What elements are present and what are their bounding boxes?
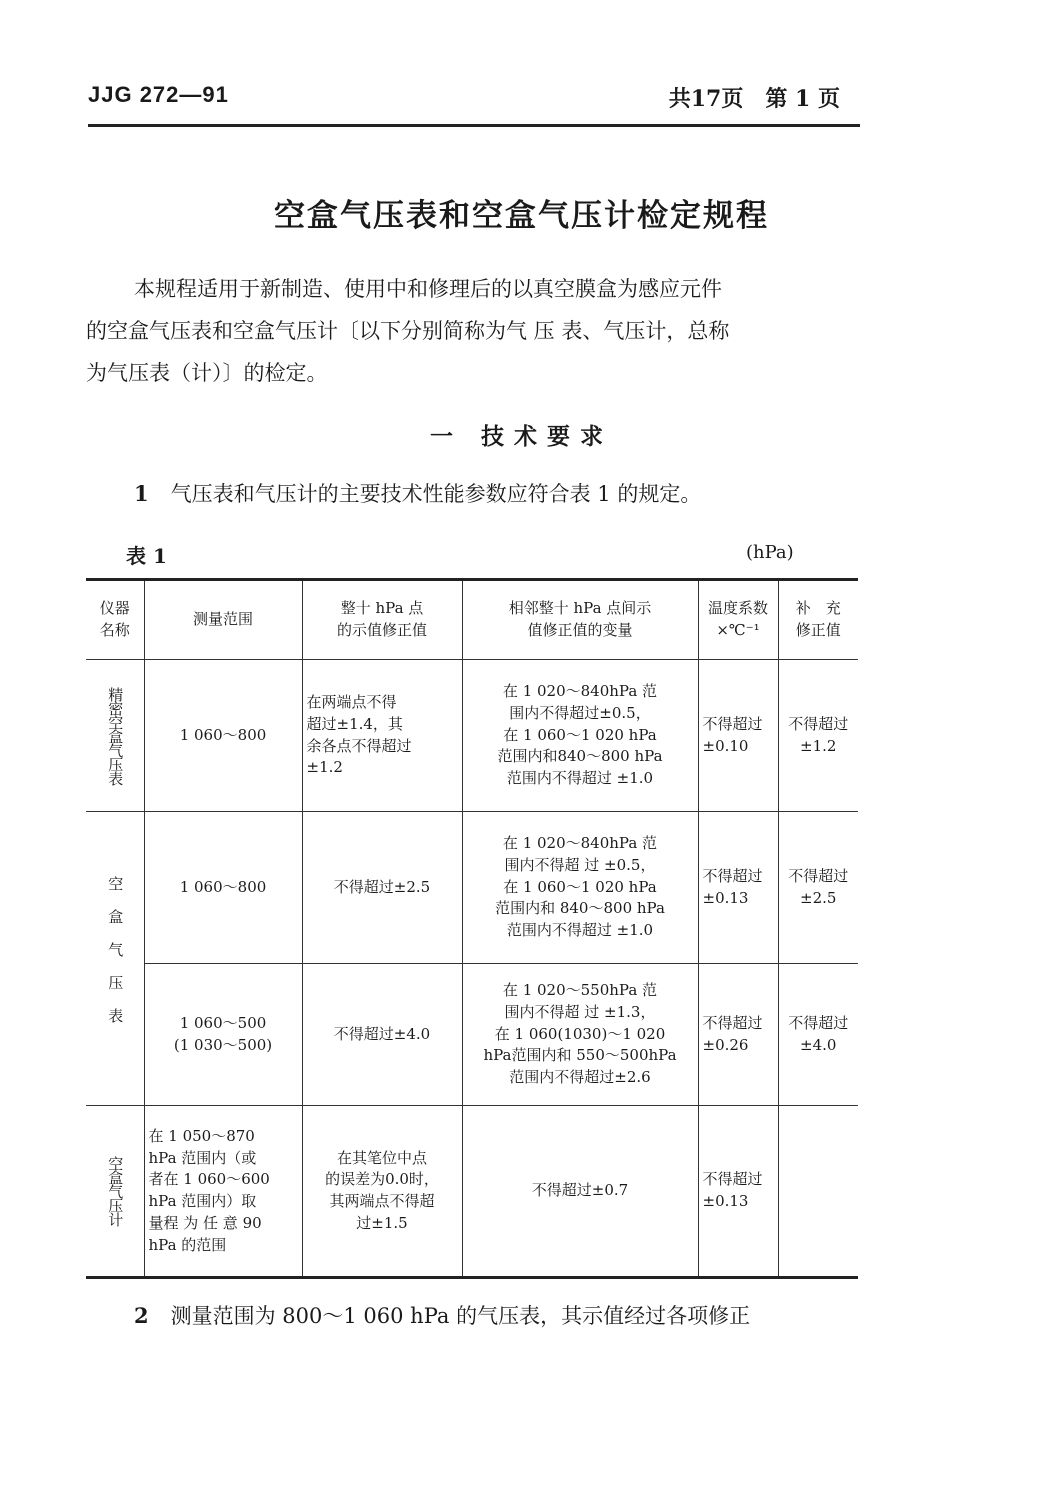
col-header-supplement: 补 充 修正值 bbox=[778, 580, 858, 660]
total-pages: 共17页 bbox=[668, 86, 744, 112]
tenpoint-cell: 不得超过±2.5 bbox=[302, 812, 462, 964]
col-header-range: 测量范围 bbox=[144, 580, 302, 660]
clause-number: 2 bbox=[134, 1303, 149, 1328]
tempcoef-cell: 不得超过 ±0.13 bbox=[698, 1106, 778, 1278]
range-cell: 1 060～500 (1 030～500) bbox=[144, 964, 302, 1106]
range-cell: 1 060～800 bbox=[144, 660, 302, 812]
col-header-variation: 相邻整十 hPa 点间示 值修正值的变量 bbox=[462, 580, 698, 660]
clause-text: 气压表和气压计的主要技术性能参数应符合表 1 的规定。 bbox=[170, 482, 702, 506]
header-rule bbox=[88, 124, 860, 127]
clause-text: 测量范围为 800～1 060 hPa 的气压表，其示值经过各项修正 bbox=[170, 1304, 751, 1328]
intro-line: 为气压表（计）〕的检定。 bbox=[86, 361, 328, 385]
clause-1 bbox=[134, 478, 701, 508]
table-row bbox=[86, 812, 858, 964]
table-header-row bbox=[86, 580, 858, 660]
instrument-name-cell bbox=[86, 812, 144, 1106]
range-cell: 在 1 050～870 hPa 范围内（或 者在 1 060～600 hPa 范围内）取 量程 为 任 意 90 hPa 的范围 bbox=[144, 1106, 302, 1278]
variation-cell: 在 1 020～550hPa 范 围内不得超 过 ±1.3， 在 1 060(1030)～1 020 hPa范围内和 550～500hPa 范围内不得超过±2.6 bbox=[462, 964, 698, 1106]
clause-number: 1 bbox=[134, 481, 149, 506]
page-header bbox=[88, 78, 860, 118]
variation-cell: 在 1 020～840hPa 范 围内不得超过±0.5， 在 1 060～1 020 hPa 范围内和840～800 hPa 范围内不得超过 ±1.0 bbox=[462, 660, 698, 812]
intro-line: 本规程适用于新制造、使用中和修理后的以真空膜盒为感应元件 bbox=[134, 277, 722, 301]
section-heading: 一 技术要求 bbox=[429, 424, 613, 450]
instrument-name: 精密空盒气压表 bbox=[106, 686, 125, 785]
instrument-name-cell bbox=[86, 1106, 144, 1278]
supplement-cell: 不得超过 ±1.2 bbox=[778, 660, 858, 812]
tenpoint-cell: 在其笔位中点 的误差为0.0时， 其两端点不得超 过±1.5 bbox=[302, 1106, 462, 1278]
intro-paragraph bbox=[86, 268, 862, 394]
supplement-cell bbox=[778, 1106, 858, 1278]
standard-number: JJG 272—91 bbox=[88, 82, 229, 107]
clause-2 bbox=[134, 1300, 750, 1330]
page-indicator bbox=[669, 82, 840, 113]
tempcoef-cell: 不得超过 ±0.26 bbox=[698, 964, 778, 1106]
col-header-name: 仪器 名称 bbox=[86, 580, 144, 660]
col-header-tenpoint: 整十 hPa 点 的示值修正值 bbox=[302, 580, 462, 660]
table-row bbox=[86, 1106, 858, 1278]
current-page: 第 1 页 bbox=[765, 86, 840, 112]
variation-cell: 不得超过±0.7 bbox=[462, 1106, 698, 1278]
supplement-cell: 不得超过 ±4.0 bbox=[778, 964, 858, 1106]
tenpoint-cell: 在两端点不得 超过±1.4，其 余各点不得超过 ±1.2 bbox=[302, 660, 462, 812]
document-title: 空盒气压表和空盒气压计检定规程 bbox=[274, 198, 769, 234]
spec-table bbox=[86, 578, 858, 1279]
tempcoef-cell: 不得超过 ±0.13 bbox=[698, 812, 778, 964]
instrument-name-cell bbox=[86, 660, 144, 812]
table-caption: 表 1 bbox=[126, 544, 167, 568]
instrument-name: 空盒气压表 bbox=[106, 876, 125, 1041]
variation-cell: 在 1 020～840hPa 范 围内不得超 过 ±0.5， 在 1 060～1 020 hPa 范围内和 840～800 hPa 范围内不得超过 ±1.0 bbox=[462, 812, 698, 964]
table-row bbox=[86, 660, 858, 812]
table-row bbox=[86, 964, 858, 1106]
instrument-name: 空盒气压计 bbox=[106, 1156, 125, 1226]
tenpoint-cell: 不得超过±4.0 bbox=[302, 964, 462, 1106]
intro-line: 的空盒气压表和空盒气压计〔以下分别简称为气 压 表、气压计，总称 bbox=[86, 319, 730, 343]
table-unit: (hPa) bbox=[746, 542, 794, 563]
supplement-cell: 不得超过 ±2.5 bbox=[778, 812, 858, 964]
tempcoef-cell: 不得超过 ±0.10 bbox=[698, 660, 778, 812]
range-cell: 1 060～800 bbox=[144, 812, 302, 964]
col-header-tempcoef: 温度系数 ×℃⁻¹ bbox=[698, 580, 778, 660]
